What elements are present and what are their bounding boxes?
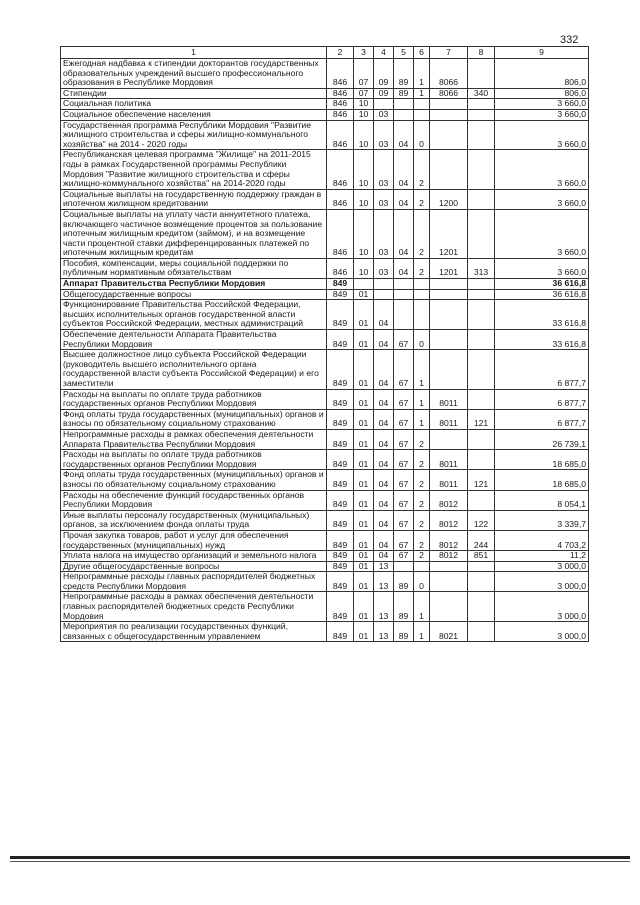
amount: 3 660,0	[495, 189, 589, 209]
row-description: Расходы на обеспечение функций государственных органов Республики Мордовия	[61, 490, 327, 510]
subprogram-code	[414, 109, 430, 120]
program-code	[394, 279, 414, 290]
expense-type-code	[468, 189, 495, 209]
target-item-code: 8012	[430, 551, 468, 562]
expense-type-code	[468, 120, 495, 150]
table-row	[61, 120, 589, 150]
expense-type-code	[468, 429, 495, 449]
section-code: 01	[354, 592, 374, 622]
section-code: 01	[354, 289, 374, 300]
row-description: Обеспечение деятельности Аппарата Правительства Республики Мордовия	[61, 330, 327, 350]
expense-type-code	[468, 99, 495, 110]
ministry-code: 849	[327, 330, 354, 350]
section-code: 01	[354, 409, 374, 429]
table-header-row	[61, 47, 589, 59]
target-item-code: 1201	[430, 258, 468, 278]
ministry-code: 846	[327, 99, 354, 110]
subsection-code: 13	[374, 572, 394, 592]
program-code: 04	[394, 258, 414, 278]
row-description: Социальная политика	[61, 99, 327, 110]
ministry-code: 849	[327, 470, 354, 490]
ministry-code: 849	[327, 300, 354, 330]
subprogram-code: 2	[414, 450, 430, 470]
amount: 3 339,7	[495, 510, 589, 530]
subsection-code: 04	[374, 450, 394, 470]
amount: 36 616,8	[495, 289, 589, 300]
table-row	[61, 572, 589, 592]
row-description: Пособия, компенсации, меры социальной поддержки по публичным нормативным обязательствам	[61, 258, 327, 278]
column-header: 9	[495, 47, 589, 59]
ministry-code: 849	[327, 350, 354, 389]
expense-type-code	[468, 592, 495, 622]
target-item-code: 8066	[430, 59, 468, 89]
row-description: Социальные выплаты на уплату части аннуитетного платежа, включающего частичное возмещение процентов за пользование ипотечным жилищным кредитом (займом), и на возмещение части процентной ставки дифференцированных платежей по ипотечным жилищным кредитам	[61, 209, 327, 258]
column-header: 1	[61, 47, 327, 59]
amount: 3 000,0	[495, 572, 589, 592]
expense-type-code: 340	[468, 88, 495, 99]
bottom-rule-thin	[10, 861, 630, 862]
subsection-code: 04	[374, 350, 394, 389]
program-code: 67	[394, 350, 414, 389]
row-description: Другие общегосударственные вопросы	[61, 561, 327, 572]
program-code: 67	[394, 551, 414, 562]
amount: 26 739,1	[495, 429, 589, 449]
expense-type-code	[468, 209, 495, 258]
subprogram-code: 2	[414, 429, 430, 449]
table-row	[61, 189, 589, 209]
target-item-code	[430, 300, 468, 330]
subsection-code: 03	[374, 150, 394, 189]
section-code: 10	[354, 258, 374, 278]
program-code	[394, 99, 414, 110]
ministry-code: 849	[327, 289, 354, 300]
subprogram-code: 1	[414, 59, 430, 89]
table-row	[61, 209, 589, 258]
subprogram-code: 0	[414, 120, 430, 150]
row-description: Высшее должностное лицо субъекта Российской Федерации (руководитель высшего исполнительного органа государственной власти субъекта Российской Федерации) и его заместители	[61, 350, 327, 389]
expense-type-code	[468, 572, 495, 592]
target-item-code: 8066	[430, 88, 468, 99]
program-code: 89	[394, 622, 414, 642]
target-item-code	[430, 150, 468, 189]
expense-type-code: 121	[468, 409, 495, 429]
section-code	[354, 279, 374, 290]
section-code: 07	[354, 88, 374, 99]
subprogram-code: 1	[414, 622, 430, 642]
column-header: 2	[327, 47, 354, 59]
subsection-code: 03	[374, 258, 394, 278]
column-header: 8	[468, 47, 495, 59]
amount: 3 000,0	[495, 622, 589, 642]
ministry-code: 849	[327, 490, 354, 510]
section-code: 07	[354, 59, 374, 89]
ministry-code: 846	[327, 258, 354, 278]
subsection-code: 09	[374, 88, 394, 99]
target-item-code	[430, 561, 468, 572]
amount: 3 660,0	[495, 99, 589, 110]
target-item-code: 8012	[430, 530, 468, 550]
row-description: Расходы на выплаты по оплате труда работников государственных органов Республики Мордовия	[61, 450, 327, 470]
subsection-code: 03	[374, 189, 394, 209]
expense-type-code: 122	[468, 510, 495, 530]
table-row	[61, 592, 589, 622]
program-code: 67	[394, 389, 414, 409]
table-row	[61, 490, 589, 510]
program-code	[394, 300, 414, 330]
row-description: Стипендии	[61, 88, 327, 99]
expense-type-code: 121	[468, 470, 495, 490]
ministry-code: 849	[327, 510, 354, 530]
section-code: 01	[354, 350, 374, 389]
table-row	[61, 470, 589, 490]
section-code: 10	[354, 209, 374, 258]
row-description: Социальные выплаты на государственную поддержку граждан в ипотечном жилищном кредитовании	[61, 189, 327, 209]
subprogram-code	[414, 99, 430, 110]
column-header: 5	[394, 47, 414, 59]
section-code: 01	[354, 470, 374, 490]
row-description: Ежегодная надбавка к стипендии докторантов государственных образовательных учреждений высшего профессионального образования в Республике Мордовия	[61, 59, 327, 89]
subprogram-code: 2	[414, 189, 430, 209]
subprogram-code: 2	[414, 209, 430, 258]
budget-table	[60, 46, 589, 642]
subprogram-code: 2	[414, 510, 430, 530]
subprogram-code	[414, 300, 430, 330]
program-code: 04	[394, 209, 414, 258]
subsection-code: 03	[374, 120, 394, 150]
subprogram-code: 2	[414, 150, 430, 189]
ministry-code: 846	[327, 150, 354, 189]
program-code: 89	[394, 572, 414, 592]
table-row	[61, 561, 589, 572]
target-item-code: 8012	[430, 510, 468, 530]
target-item-code	[430, 289, 468, 300]
section-code: 01	[354, 561, 374, 572]
subprogram-code	[414, 561, 430, 572]
column-header: 6	[414, 47, 430, 59]
expense-type-code	[468, 490, 495, 510]
table-row	[61, 409, 589, 429]
section-code: 10	[354, 120, 374, 150]
table-row	[61, 59, 589, 89]
amount: 6 877,7	[495, 389, 589, 409]
subsection-code: 04	[374, 409, 394, 429]
section-code: 10	[354, 150, 374, 189]
section-code: 01	[354, 530, 374, 550]
table-row	[61, 510, 589, 530]
bottom-rule	[10, 856, 630, 859]
amount: 3 000,0	[495, 561, 589, 572]
target-item-code	[430, 330, 468, 350]
section-code: 01	[354, 622, 374, 642]
ministry-code: 849	[327, 389, 354, 409]
table-row	[61, 279, 589, 290]
row-description: Фонд оплаты труда государственных (муниципальных) органов и взносы по обязательному социальному страхованию	[61, 409, 327, 429]
page-number: 332	[560, 34, 579, 46]
program-code	[394, 289, 414, 300]
ministry-code: 849	[327, 429, 354, 449]
table-body	[61, 59, 589, 642]
expense-type-code: 313	[468, 258, 495, 278]
target-item-code	[430, 350, 468, 389]
subsection-code: 04	[374, 490, 394, 510]
target-item-code: 8011	[430, 450, 468, 470]
target-item-code: 8012	[430, 490, 468, 510]
section-code: 01	[354, 510, 374, 530]
amount: 3 660,0	[495, 109, 589, 120]
expense-type-code: 244	[468, 530, 495, 550]
subprogram-code: 1	[414, 592, 430, 622]
row-description: Республиканская целевая программа "Жилище" на 2011-2015 годы в рамках Государственной программы Республики Мордовия "Развитие жилищного строительства и сферы жилищно-коммунального хозяйства" на 2014-2020 годы	[61, 150, 327, 189]
subsection-code: 04	[374, 551, 394, 562]
row-description: Мероприятия по реализации государственных функций, связанных с общегосударственным управлением	[61, 622, 327, 642]
table-row	[61, 300, 589, 330]
subprogram-code: 1	[414, 350, 430, 389]
target-item-code: 1200	[430, 189, 468, 209]
target-item-code	[430, 592, 468, 622]
ministry-code: 849	[327, 551, 354, 562]
expense-type-code	[468, 59, 495, 89]
ministry-code: 849	[327, 572, 354, 592]
subprogram-code	[414, 279, 430, 290]
ministry-code: 849	[327, 279, 354, 290]
row-description: Непрограммные расходы в рамках обеспечения деятельности Аппарата Правительства Республики Мордовия	[61, 429, 327, 449]
table-row	[61, 258, 589, 278]
table-row	[61, 330, 589, 350]
target-item-code	[430, 109, 468, 120]
subsection-code: 04	[374, 330, 394, 350]
row-description: Функционирование Правительства Российской Федерации, высших исполнительных органов государственной власти субъектов Российской Федерации, местных администраций	[61, 300, 327, 330]
program-code: 89	[394, 592, 414, 622]
row-description: Государственная программа Республики Мордовия "Развитие жилищного строительства и сферы жилищно-коммунального хозяйства" на 2014 - 2020 годы	[61, 120, 327, 150]
subsection-code	[374, 289, 394, 300]
subsection-code: 04	[374, 530, 394, 550]
target-item-code	[430, 429, 468, 449]
target-item-code	[430, 120, 468, 150]
expense-type-code	[468, 109, 495, 120]
row-description: Уплата налога на имущество организаций и земельного налога	[61, 551, 327, 562]
expense-type-code	[468, 300, 495, 330]
ministry-code: 849	[327, 561, 354, 572]
expense-type-code	[468, 561, 495, 572]
subsection-code: 03	[374, 209, 394, 258]
program-code: 04	[394, 120, 414, 150]
subprogram-code: 2	[414, 470, 430, 490]
section-code: 10	[354, 189, 374, 209]
subsection-code: 04	[374, 510, 394, 530]
table-row	[61, 530, 589, 550]
program-code: 67	[394, 330, 414, 350]
subprogram-code: 2	[414, 258, 430, 278]
ministry-code: 849	[327, 530, 354, 550]
subsection-code: 13	[374, 622, 394, 642]
program-code: 67	[394, 450, 414, 470]
ministry-code: 849	[327, 622, 354, 642]
program-code: 67	[394, 510, 414, 530]
table-row	[61, 389, 589, 409]
subsection-code: 04	[374, 429, 394, 449]
table-row	[61, 150, 589, 189]
amount: 3 660,0	[495, 209, 589, 258]
table-row	[61, 450, 589, 470]
program-code	[394, 561, 414, 572]
table-row	[61, 429, 589, 449]
section-code: 01	[354, 572, 374, 592]
subsection-code: 09	[374, 59, 394, 89]
amount: 4 703,2	[495, 530, 589, 550]
section-code: 10	[354, 109, 374, 120]
section-code: 01	[354, 330, 374, 350]
target-item-code	[430, 99, 468, 110]
row-description: Непрограммные расходы в рамках обеспечения деятельности главных распорядителей бюджетных средств Республики Мордовия	[61, 592, 327, 622]
expense-type-code	[468, 450, 495, 470]
program-code: 67	[394, 409, 414, 429]
section-code: 01	[354, 450, 374, 470]
amount: 806,0	[495, 88, 589, 99]
expense-type-code	[468, 350, 495, 389]
row-description: Социальное обеспечение населения	[61, 109, 327, 120]
amount: 6 877,7	[495, 350, 589, 389]
subprogram-code: 0	[414, 572, 430, 592]
table-row	[61, 350, 589, 389]
subprogram-code: 2	[414, 530, 430, 550]
row-description: Аппарат Правительства Республики Мордовия	[61, 279, 327, 290]
subprogram-code: 1	[414, 389, 430, 409]
program-code: 89	[394, 88, 414, 99]
ministry-code: 846	[327, 59, 354, 89]
table-row	[61, 99, 589, 110]
row-description: Фонд оплаты труда государственных (муниципальных) органов и взносы по обязательному социальному страхованию	[61, 470, 327, 490]
ministry-code: 846	[327, 120, 354, 150]
column-header: 3	[354, 47, 374, 59]
target-item-code: 8011	[430, 389, 468, 409]
table-row	[61, 289, 589, 300]
subsection-code: 04	[374, 389, 394, 409]
row-description: Прочая закупка товаров, работ и услуг для обеспечения государственных (муниципальных) нужд	[61, 530, 327, 550]
target-item-code: 8011	[430, 470, 468, 490]
target-item-code: 8011	[430, 409, 468, 429]
subprogram-code	[414, 289, 430, 300]
row-description: Иные выплаты персоналу государственных (муниципальных) органов, за исключением фонда оплаты труда	[61, 510, 327, 530]
target-item-code: 8021	[430, 622, 468, 642]
row-description: Непрограммные расходы главных распорядителей бюджетных средств Республики Мордовия	[61, 572, 327, 592]
program-code: 04	[394, 150, 414, 189]
subsection-code: 04	[374, 470, 394, 490]
amount: 3 660,0	[495, 120, 589, 150]
ministry-code: 846	[327, 88, 354, 99]
subprogram-code: 1	[414, 409, 430, 429]
subsection-code: 13	[374, 592, 394, 622]
table-row	[61, 88, 589, 99]
amount: 3 000,0	[495, 592, 589, 622]
column-header: 4	[374, 47, 394, 59]
section-code: 01	[354, 300, 374, 330]
amount: 33 616,8	[495, 300, 589, 330]
amount: 3 660,0	[495, 258, 589, 278]
section-code: 01	[354, 490, 374, 510]
section-code: 10	[354, 99, 374, 110]
section-code: 01	[354, 429, 374, 449]
amount: 11,2	[495, 551, 589, 562]
subprogram-code: 0	[414, 330, 430, 350]
program-code: 67	[394, 530, 414, 550]
program-code: 67	[394, 470, 414, 490]
expense-type-code	[468, 150, 495, 189]
expense-type-code	[468, 279, 495, 290]
subprogram-code: 2	[414, 490, 430, 510]
expense-type-code	[468, 389, 495, 409]
amount: 806,0	[495, 59, 589, 89]
program-code: 67	[394, 490, 414, 510]
expense-type-code	[468, 330, 495, 350]
amount: 33 616,8	[495, 330, 589, 350]
amount: 18 685,0	[495, 450, 589, 470]
table-row	[61, 622, 589, 642]
subsection-code	[374, 99, 394, 110]
ministry-code: 846	[327, 109, 354, 120]
program-code: 89	[394, 59, 414, 89]
amount: 3 660,0	[495, 150, 589, 189]
target-item-code	[430, 279, 468, 290]
table-row	[61, 109, 589, 120]
expense-type-code	[468, 622, 495, 642]
subsection-code	[374, 279, 394, 290]
program-code	[394, 109, 414, 120]
row-description: Расходы на выплаты по оплате труда работников государственных органов Республики Мордовия	[61, 389, 327, 409]
target-item-code	[430, 572, 468, 592]
column-header: 7	[430, 47, 468, 59]
ministry-code: 846	[327, 189, 354, 209]
section-code: 01	[354, 389, 374, 409]
expense-type-code	[468, 289, 495, 300]
program-code: 04	[394, 189, 414, 209]
ministry-code: 846	[327, 209, 354, 258]
amount: 8 054,1	[495, 490, 589, 510]
subprogram-code: 1	[414, 88, 430, 99]
program-code: 67	[394, 429, 414, 449]
amount: 6 877,7	[495, 409, 589, 429]
subprogram-code: 2	[414, 551, 430, 562]
subsection-code: 03	[374, 109, 394, 120]
row-description: Общегосударственные вопросы	[61, 289, 327, 300]
ministry-code: 849	[327, 450, 354, 470]
ministry-code: 849	[327, 409, 354, 429]
amount: 36 616,8	[495, 279, 589, 290]
target-item-code: 1201	[430, 209, 468, 258]
section-code: 01	[354, 551, 374, 562]
subsection-code: 04	[374, 300, 394, 330]
expense-type-code: 851	[468, 551, 495, 562]
table-row	[61, 551, 589, 562]
ministry-code: 849	[327, 592, 354, 622]
subsection-code: 13	[374, 561, 394, 572]
amount: 18 685,0	[495, 470, 589, 490]
